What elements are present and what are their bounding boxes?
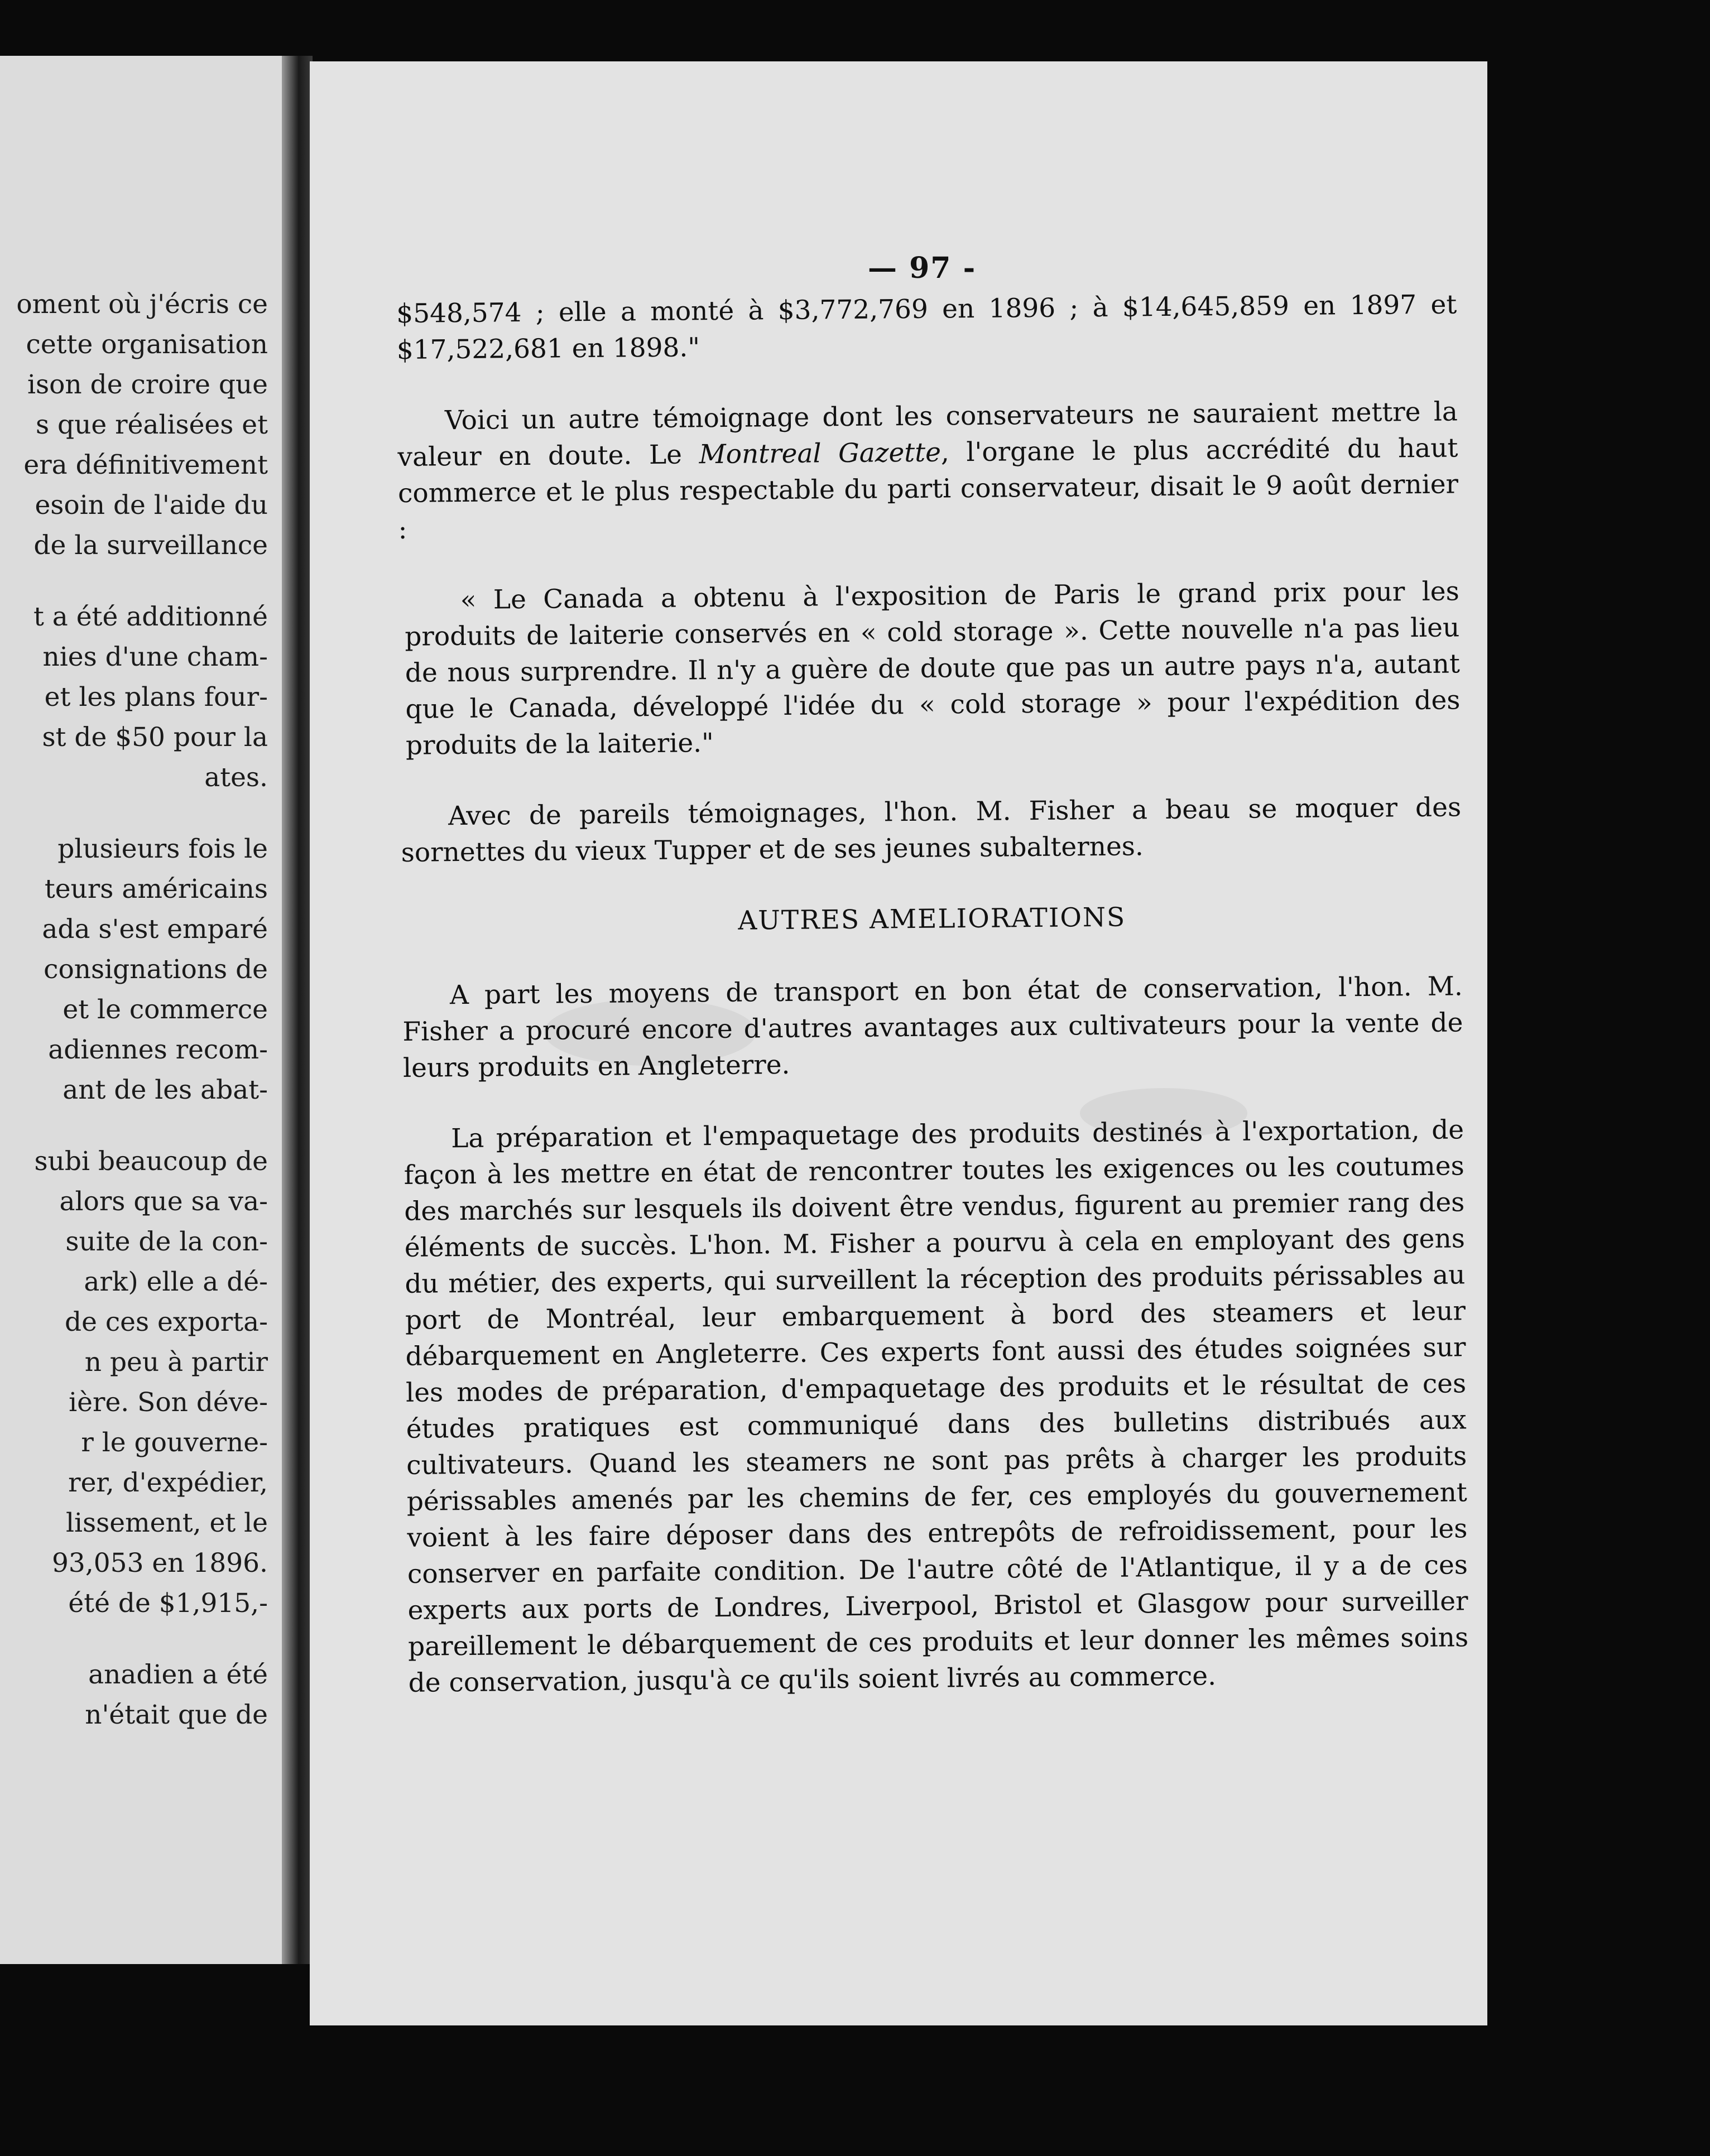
left-page-line: n peu à partir bbox=[84, 1347, 268, 1378]
left-page-line: et les plans four- bbox=[44, 682, 268, 713]
left-page-text bbox=[0, 285, 268, 1735]
left-page-line: adiennes recom- bbox=[48, 1034, 268, 1065]
left-page-line: ison de croire que bbox=[27, 369, 268, 400]
book-gutter bbox=[282, 56, 313, 1964]
left-page-line: suite de la con- bbox=[65, 1226, 268, 1257]
paragraph-preparation: La préparation et l'empaquetage des produits destinés à l'exportation, de façon à les mettre en état de rencontrer toutes les exigences ou les coutumes des marchés sur lesquels ils doivent être vendus, figurent au premier rang des éléments de succès. L'hon. M. Fisher a pourvu à cela en employant des gens du métier, des experts, qui surveillent la réception des produits périssables au port de Montréal, leur embarquement à bord des steamers et leur débarquement en Angleterre. Ces experts font aussi des études soignées sur les modes de préparation, d'empaquetage des produits et le résultat de ces études pratiques est communiqué dans des bulletins distribués aux cultivateurs. Quand les steamers ne sont pas prêts à charger les produits périssables amenés par les chemins de fer, ces employés du gouvernement voient à les faire déposer dans des entrepôts de refroidissement, pour les conserver en parfaite condition. De l'autre côté de l'Atlantique, il y a de ces experts aux ports de Londres, Liverpool, Bristol et Glasgow pour surveiller pareillement le débarquement de ces produits et leur donner les mêmes soins de conservation, jusqu'à ce qu'ils soient livrés au commerce. bbox=[404, 1114, 1469, 1698]
left-page-line bbox=[0, 1110, 268, 1142]
paragraph-testimony bbox=[397, 393, 1459, 548]
left-page-line bbox=[0, 1624, 268, 1655]
left-page-line: n'était que de bbox=[85, 1700, 268, 1730]
left-page-line: r le gouverne- bbox=[81, 1427, 268, 1458]
left-page-line: été de $1,915,- bbox=[68, 1588, 268, 1619]
left-page-line: consignations de bbox=[44, 954, 268, 985]
left-page-line: lissement, et le bbox=[65, 1508, 268, 1538]
left-page-line: subi beaucoup de bbox=[34, 1146, 268, 1177]
section-heading: AUTRES AMELIORATIONS bbox=[738, 902, 1126, 936]
left-page-line: ant de les abat- bbox=[63, 1075, 268, 1105]
paragraph-transport: A part les moyens de transport en bon état de conservation, l'hon. M. Fisher a procuré encore d'autres avantages aux cultivateurs pour la vente de leurs produits en Angleterre. bbox=[402, 971, 1463, 1084]
left-page bbox=[0, 56, 290, 1964]
left-page-line: era définitivement bbox=[23, 450, 268, 480]
paragraph-text: , l'organe le plus accrédité du haut commerce et le plus respectable du parti conservateur, disait le 9 août dernier : bbox=[397, 432, 1459, 545]
left-page-line: s que réalisées et bbox=[35, 410, 268, 440]
newspaper-quote: « Le Canada a obtenu à l'exposition de Paris le grand prix pour les produits de laiterie conservés en « cold storage ». Cette nouvelle n'a pas lieu de nous surprendre. Il n'y a guère de doute que pas un autre pays n'a, autant que le Canada, développé l'idée du « cold storage » pour l'expédition des produits de la laiterie." bbox=[405, 576, 1461, 761]
left-page-line: oment où j'écris ce bbox=[16, 289, 268, 320]
left-page-line bbox=[0, 566, 268, 597]
paragraph-continuation: $548,574 ; elle a monté à $3,772,769 en 1896 ; à $14,645,859 en 1897 et $17,522,681 en 1898." bbox=[396, 289, 1457, 365]
left-page-line: nies d'une cham- bbox=[42, 642, 268, 672]
left-page-line: st de $50 pour la bbox=[42, 722, 268, 753]
left-page-line: teurs américains bbox=[44, 874, 268, 904]
left-page-line: alors que sa va- bbox=[59, 1186, 268, 1217]
left-page-line: plusieurs fois le bbox=[57, 834, 268, 864]
left-page-line: ates. bbox=[204, 762, 268, 793]
left-page-line: ada s'est emparé bbox=[42, 914, 268, 945]
left-page-line: ark) elle a dé- bbox=[84, 1267, 268, 1297]
left-page-line: 93,053 en 1896. bbox=[52, 1548, 268, 1578]
paragraph-text: Voici un autre témoignage dont les conservateurs ne sauraient mettre la valeur en doute. Le bbox=[397, 396, 1458, 473]
left-page-line: esoin de l'aide du bbox=[35, 490, 268, 521]
newspaper-title: Montreal Gazette bbox=[699, 437, 942, 470]
left-page-line: de ces exporta- bbox=[65, 1307, 268, 1337]
left-page-line: anadien a été bbox=[88, 1659, 268, 1690]
left-page-line bbox=[0, 798, 268, 829]
left-page-line: rer, d'expédier, bbox=[68, 1467, 268, 1498]
left-page-line: cette organisation bbox=[26, 329, 268, 360]
left-page-line: et le commerce bbox=[63, 994, 268, 1025]
page-body bbox=[396, 286, 1469, 1735]
left-page-line: ière. Son déve- bbox=[69, 1387, 268, 1418]
right-page bbox=[310, 61, 1487, 2025]
left-page-line: de la surveillance bbox=[33, 530, 268, 561]
paragraph-conclusion: Avec de pareils témoignages, l'hon. M. Fisher a beau se moquer des sornettes du vieux Tupper et de ses jeunes subalternes. bbox=[401, 792, 1462, 868]
page-number: — 97 - bbox=[868, 251, 977, 285]
left-page-line: t a été additionné bbox=[33, 601, 268, 632]
